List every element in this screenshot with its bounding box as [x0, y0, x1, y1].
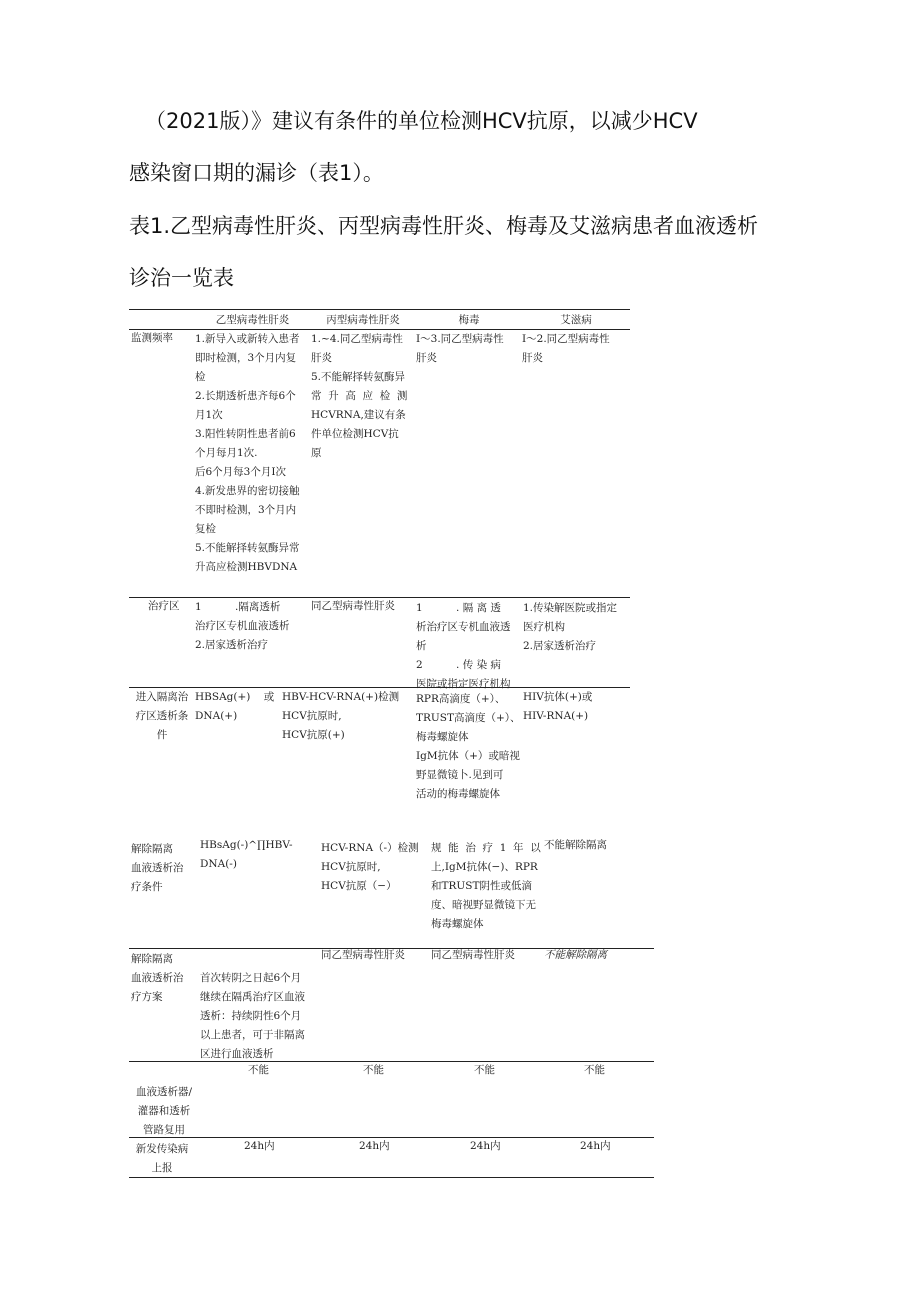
cell-release-plan-syphilis: 同乙型病毒性肝炎 [431, 949, 515, 961]
cell-treatment-area-hiv: 1.传染解医院或指定 医疗机构 2.居家透析治疗 [523, 602, 618, 652]
cell-release-conditions-hcv: HCV-RNA（-）检测 HCV抗原时, HCV抗原（−） [321, 842, 419, 892]
row-label-treatment-area: 治疗区 [148, 600, 180, 612]
cell-release-conditions-hiv: 不能解除隔离 [544, 839, 607, 851]
table-top-rule [129, 309, 630, 310]
cell-monitoring-hiv: I～2.同乙型病毒性 肝炎 [522, 333, 610, 364]
row-label-monitoring: 监测频率 [131, 332, 173, 344]
cell-dialyzer-reuse-syphilis: 不能 [474, 1064, 495, 1076]
table-caption-line-1: 表1.乙型病毒性肝炎、丙型病毒性肝炎、梅毒及艾滋病患者血液透析 [129, 214, 759, 238]
row-label-isolation-entry: 进入隔离治 疗区透析条 件 [135, 691, 189, 741]
cell-monitoring-hcv: 1.~4.同乙型病毒性 肝炎 5.不能解择转氨酶异 常 升 高 应 检 测 HCVRNA,建议有条 件单位检测HCV抗 原 [311, 333, 408, 459]
cell-new-infection-report-syphilis: 24h内 [470, 1140, 501, 1152]
row-label-dialyzer-reuse: 血液透析器/ 灌器和透析 管路复用 [135, 1086, 193, 1136]
cell-release-plan-hbv: 首次转阴之日起6个月 继续在隔禹治疗区血液 透析：持续阴性6个月 以上患者，可于非隔离 区进行血液透析 [200, 972, 305, 1060]
table-rule-row-7 [129, 1137, 654, 1138]
cell-monitoring-hbv: 1.新导入或新转入患者 即时检测，3个月内复 检 2.长期透析患齐每6个 月1次 3.阳性转阴性患者前6 个月每月1次. 后6个月每3个月I次 4.新发患界的密切接触 不即时检测，3个月内 复检 5.不能解择转氨酶异常 升高应检测HBVDNA [195, 333, 300, 573]
row-label-new-infection-report: 新发传染病 上报 [135, 1143, 189, 1174]
row-label-release-conditions: 解除隔离 血液透析治 疗条件 [131, 843, 184, 893]
row-label-release-plan: 解除隔离 血液透析治 疗方案 [131, 953, 184, 1003]
cell-treatment-area-syphilis: 1 . 隔 离 透 析治疗区专机血液透 析 2 . 传 染 病 医院或指定医疗机构 [416, 602, 511, 690]
cell-isolation-entry-hcv: HBV-HCV-RNA(+)检测 HCV抗原时, HCV抗原(+) [282, 691, 400, 741]
column-header-syphilis: 梅毒 [458, 314, 480, 326]
column-header-hiv: 艾滋病 [560, 314, 592, 326]
cell-release-plan-hiv: 不能解除隔离 [544, 949, 607, 961]
cell-treatment-area-hbv: 1 .隔离透析 治疗区专机血液透析 2.居家透析治疗 [195, 601, 290, 651]
cell-release-conditions-hbv: HBsAg(-)^∏HBV- DNA(-) [200, 839, 293, 870]
cell-isolation-entry-hiv: HIV抗体(+)或 HIV-RNA(+) [523, 691, 593, 722]
column-header-hbv: 乙型病毒性肝炎 [215, 314, 290, 326]
intro-line-1: （2021版）》建议有条件的单位检测HCV抗原，以减少HCV [145, 109, 698, 133]
column-header-hcv: 丙型病毒性肝炎 [326, 314, 400, 326]
cell-dialyzer-reuse-hiv: 不能 [584, 1064, 605, 1076]
cell-new-infection-report-hcv: 24h内 [359, 1140, 390, 1152]
cell-treatment-area-hcv: 同乙型病毒性肝炎 [311, 600, 395, 612]
cell-monitoring-syphilis: I～3.同乙型病毒性 肝炎 [416, 333, 504, 364]
table-bottom-rule [129, 1177, 654, 1178]
cell-dialyzer-reuse-hcv: 不能 [363, 1064, 384, 1076]
cell-dialyzer-reuse-hbv: 不能 [248, 1064, 269, 1076]
table-caption-line-2: 诊治一览表 [129, 266, 234, 290]
cell-new-infection-report-hbv: 24h内 [244, 1140, 275, 1152]
cell-release-conditions-syphilis: 规 能 治 疗 1 年 以 上,IgM抗体(−)、RPR 和TRUST阴性或低滴 度、暗视野显微镜下无 梅毒螺旋体 [431, 842, 541, 930]
cell-isolation-entry-syphilis: RPR高滴度（+）、 TRUST高滴度（+）、 梅毒螺旋体 IgM抗体（+）或暗视 野显微镜卜.见到可 活动的梅毒螺旋体 [416, 693, 521, 800]
intro-line-2: 感染窗口期的漏诊（表1）。 [129, 161, 384, 185]
cell-new-infection-report-hiv: 24h内 [580, 1140, 611, 1152]
cell-release-plan-hcv: 同乙型病毒性肝炎 [321, 949, 405, 961]
cell-isolation-entry-hbv: HBSAg(+) 或 DNA(+) [195, 691, 275, 722]
